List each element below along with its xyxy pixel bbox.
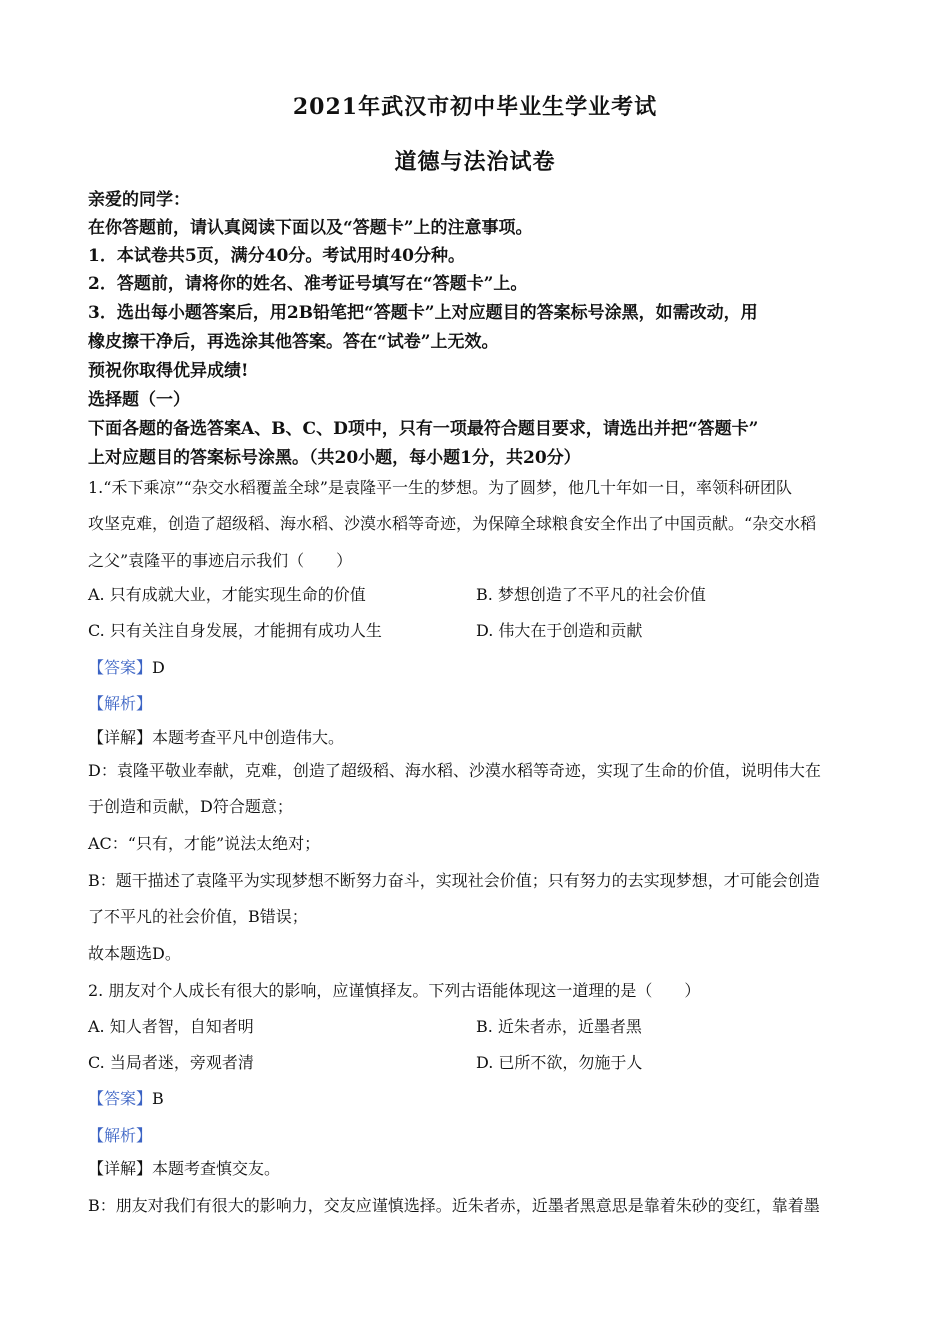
notice-item-2: 2．答题前，请将你的姓名、准考证号填写在“答题卡”上。 [88,274,528,294]
q2-answer [88,1089,868,1109]
q1-answer [88,658,868,678]
exam-subtitle: 道德与法治试卷 [394,149,556,175]
q1-explanation-line-6: 故本题选D。 [88,944,181,963]
q1-stem-line-1: 1.“禾下乘凉”“杂交水稻覆盖全球”是袁隆平一生的梦想。为了圆梦，他几十年如一日，率领科研团队 [88,478,792,497]
notice-greeting: 亲爱的同学： [88,190,190,210]
detail-text: 本题考查平凡中创造伟大。 [152,728,345,747]
q1-detail [88,728,868,748]
notice-item-3-line-1: 3．选出每小题答案后，用2B铅笔把“答题卡”上对应题目的答案标号涂黑，如需改动，用 [88,303,758,323]
q1-analysis-tag: 【解析】 [88,694,153,713]
section-instruction-line-2: 上对应题目的答案标号涂黑。（共20小题，每小题1分，共20分） [88,448,581,468]
q2-option-a: A. 知人者智，自知者明 [88,1017,254,1036]
q1-explanation-line-1: D：袁隆平敬业奉献，克难，创造了超级稻、海水稻、沙漠水稻等奇迹，实现了生命的价值，说明伟大在 [88,761,821,780]
section-heading: 选择题（一） [88,390,190,410]
detail-tag: 【详解】 [88,728,153,747]
detail-text: 本题考查慎交友。 [152,1159,281,1178]
q2-detail [88,1159,868,1179]
notice-item-3-line-2: 橡皮擦干净后，再选涂其他答案。答在“试卷”上无效。 [88,332,499,352]
answer-tag: 【答案】 [88,658,153,677]
section-instruction-line-1: 下面各题的备选答案A、B、C、D项中，只有一项最符合题目要求，请选出并把“答题卡” [88,419,759,439]
q1-option-b: B. 梦想创造了不平凡的社会价值 [476,585,706,604]
notice-item-1: 1．本试卷共5页，满分40分。考试用时40分种。 [88,246,465,266]
q1-stem-line-2: 攻坚克难，创造了超级稻、海水稻、沙漠水稻等奇迹，为保障全球粮食安全作出了中国贡献。“杂交水稻 [88,514,817,533]
notice-wish: 预祝你取得优异成绩! [88,361,249,381]
q1-explanation-line-3: AC：“只有，才能”说法太绝对； [88,834,321,853]
q2-explanation-line-1: B：朋友对我们有很大的影响力，交友应谨慎选择。近朱者赤，近墨者黑意思是靠着朱砂的变红，靠着墨 [88,1196,820,1215]
q1-stem-line-3: 之父”袁隆平的事迹启示我们（ ） [88,551,353,570]
q2-analysis-tag: 【解析】 [88,1126,153,1145]
q2-option-d: D. 已所不欲，勿施于人 [476,1053,643,1072]
q1-option-a: A. 只有成就大业，才能实现生命的价值 [88,585,366,604]
notice-intro: 在你答题前，请认真阅读下面以及“答题卡”上的注意事项。 [88,218,533,238]
q2-option-b: B. 近朱者赤，近墨者黑 [476,1017,642,1036]
q1-option-d: D. 伟大在于创造和贡献 [476,621,643,640]
q1-option-c: C. 只有关注自身发展，才能拥有成功人生 [88,621,382,640]
q1-explanation-line-4: B：题干描述了袁隆平为实现梦想不断努力奋斗，实现社会价值；只有努力的去实现梦想，才可能会创造 [88,871,820,890]
q2-stem: 2. 朋友对个人成长有很大的影响，应谨慎择友。下列古语能体现这一道理的是（ ） [88,981,701,1000]
answer-tag: 【答案】 [88,1089,153,1108]
q1-explanation-line-2: 于创造和贡献，D符合题意； [88,797,293,816]
answer-value: B [152,1089,164,1108]
answer-value: D [152,658,165,677]
q1-explanation-line-5: 了不平凡的社会价值，B错误； [88,907,308,926]
q2-option-c: C. 当局者迷，旁观者清 [88,1053,254,1072]
exam-title: 2021年武汉市初中毕业生学业考试 [292,94,658,120]
detail-tag: 【详解】 [88,1159,153,1178]
